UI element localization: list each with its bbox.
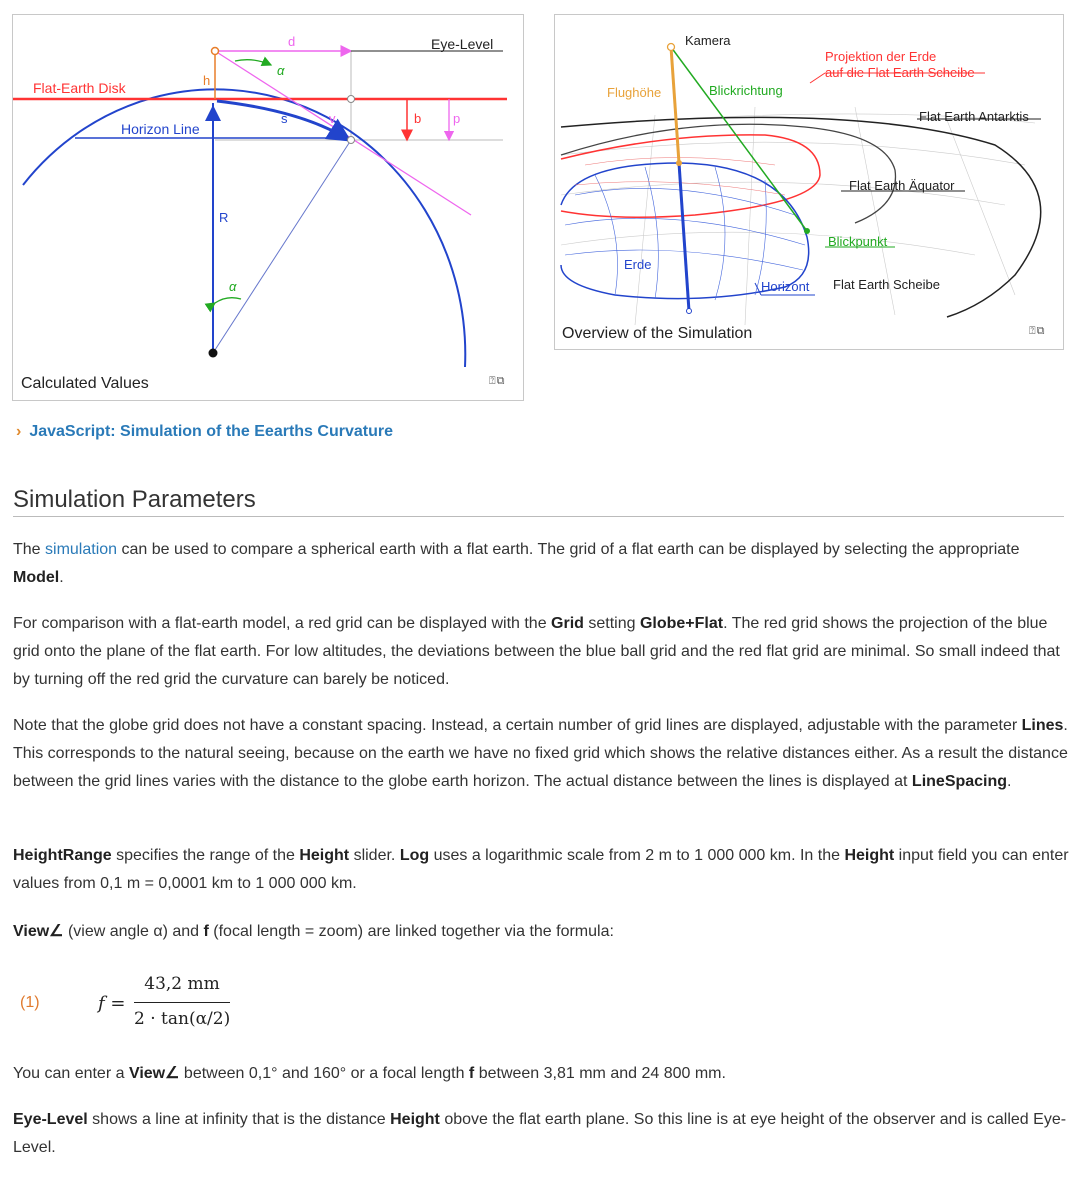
formula-numerator: 43,2 mm <box>144 974 220 994</box>
label-p: p <box>453 111 461 126</box>
label-alpha-bottom: α <box>229 279 237 294</box>
label-flat-earth-disk: Flat-Earth Disk <box>33 80 126 96</box>
label-alpha-top: α <box>277 63 285 78</box>
label-erde: Erde <box>624 257 652 272</box>
chevron-right-icon: › <box>16 423 22 440</box>
enlarge-icon[interactable]: ⧉ <box>496 375 506 387</box>
label-v: v <box>329 111 336 126</box>
formula-fraction <box>134 974 230 1029</box>
label-d: d <box>288 34 296 49</box>
label-blickpunkt: Blickpunkt <box>828 234 888 249</box>
label-horizon-line: Horizon Line <box>121 121 200 137</box>
label-h: h <box>203 73 211 88</box>
label-projektion-2: auf die Flat Earth Scheibe <box>825 65 975 80</box>
label-kamera: Kamera <box>685 33 731 48</box>
paragraph-7: Eye-Level shows a line at infinity that is the distance Height obove the flat earth plane. So this line is at eye height of the observer and is called Eye-Level. <box>13 1111 1067 1156</box>
paragraph-1: The simulation can be used to compare a spherical earth with a flat earth. The grid of a flat earth can be displayed by selecting the appropriate Model. <box>13 541 1020 586</box>
fraction-bar <box>134 1002 230 1003</box>
label-eye-level: Eye-Level <box>431 36 494 52</box>
help-icon[interactable]: ⍰ <box>1029 325 1037 337</box>
section-divider <box>13 516 1064 517</box>
label-aequator: Flat Earth Äquator <box>849 178 955 193</box>
paragraph-2: For comparison with a flat-earth model, a red grid can be displayed with the Grid setting Globe+Flat. The red grid shows the projection of the blue grid onto the plane of the flat earth. For low altitudes, the deviations between the blue ball grid and the red flat grid are minimal. So small indeed that by turning off the red grid the curvature can barely be noticed. <box>13 615 1060 688</box>
simulation-overview-diagram <box>555 15 1063 349</box>
figure-caption: Calculated Values <box>21 375 149 392</box>
figure-caption: Overview of the Simulation <box>562 325 753 342</box>
label-flughoehe: Flughöhe <box>607 85 662 100</box>
label-blickrichtung: Blickrichtung <box>709 83 783 98</box>
figure-simulation-overview <box>554 14 1064 350</box>
equation-number: (1) <box>20 994 40 1011</box>
label-s: s <box>281 111 288 126</box>
formula-denominator: 2 · tan(α/2) <box>134 1009 231 1029</box>
label-antarktis: Flat Earth Antarktis <box>919 109 1029 124</box>
curvature-diagram <box>13 15 523 400</box>
figure-icons <box>1029 325 1045 338</box>
label-projektion-1: Projektion der Erde <box>825 49 937 64</box>
formula-lhs: f = <box>98 993 126 1014</box>
section-title: Simulation Parameters <box>13 486 256 513</box>
simulation-link-inline[interactable]: simulation <box>45 541 118 558</box>
simulation-link[interactable] <box>16 423 393 441</box>
label-horizont: Horizont <box>761 279 810 294</box>
figure-calculated-values <box>12 14 524 401</box>
label-radius: R <box>219 210 229 225</box>
simulation-link-text[interactable]: JavaScript: Simulation of the Eearths Curvature <box>29 423 393 440</box>
label-scheibe: Flat Earth Scheibe <box>833 277 940 292</box>
help-icon[interactable]: ⍰ <box>489 375 497 387</box>
paragraph-5: View∠ (view angle α) and f (focal length = zoom) are linked together via the formula: <box>13 923 614 940</box>
figure-icons <box>489 375 505 388</box>
paragraph-6: You can enter a View∠ between 0,1° and 160° or a focal length f between 3,81 mm and 24 800 mm. <box>13 1065 726 1082</box>
enlarge-icon[interactable]: ⧉ <box>1036 325 1046 337</box>
label-b: b <box>414 111 422 126</box>
paragraph-4: HeightRange specifies the range of the Height slider. Log uses a logarithmic scale from 2 m to 1 000 000 km. In the Height input field you can enter values from 0,1 m = 0,0001 km to 1 000 000 km. <box>13 847 1069 892</box>
paragraph-3: Note that the globe grid does not have a constant spacing. Instead, a certain number of grid lines are displayed, adjustable with the parameter Lines. This corresponds to the natural seeing, because on the earth we have no fixed grid which shows the relative distances either. As a result the distance between the grid lines varies with the distance to the globe earth horizon. The actual distance between the lines is displayed at LineSpacing. <box>13 717 1068 790</box>
